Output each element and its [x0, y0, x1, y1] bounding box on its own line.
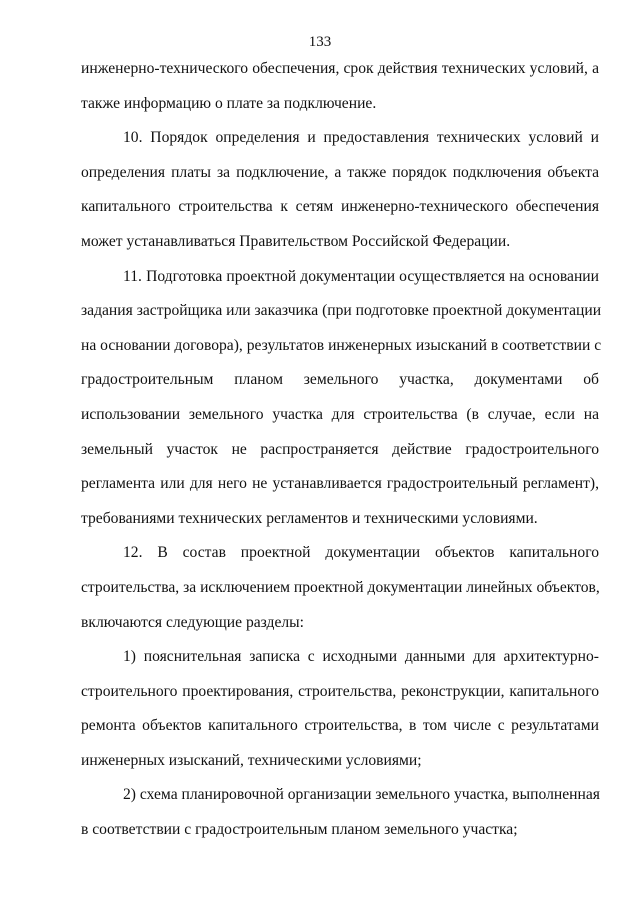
- text-line: 10. Порядок определения и предоставления технических условий и: [123, 129, 599, 147]
- list-item-1: [81, 640, 599, 778]
- text-line: использовании земельного участка для строительства (в случае, если на: [81, 405, 599, 423]
- page-number: 133: [308, 34, 332, 50]
- text-line: капитального строительства к сетям инженерно-технического обеспечения: [81, 198, 599, 216]
- text-line: 1) пояснительная записка с исходными данными для архитектурно-: [123, 648, 599, 666]
- text-line: в соответствии с градостроительным планом земельного участка;: [81, 821, 518, 839]
- text-line: определения платы за подключение, а также порядок подключения объекта: [81, 163, 599, 181]
- text-line: 2) схема планировочной организации земельного участка, выполненная: [123, 786, 600, 804]
- text-line: задания застройщика или заказчика (при подготовке проектной документации: [81, 302, 602, 320]
- text-line: 11. Подготовка проектной документации осуществляется на основании: [123, 267, 599, 285]
- text-line: земельный участок не распространяется действие градостроительного: [81, 440, 599, 458]
- text-line: включаются следующие разделы:: [81, 613, 304, 631]
- paragraph-12: [81, 536, 599, 640]
- text-line: 12. В состав проектной документации объектов капитального: [123, 544, 599, 562]
- text-line: регламента или для него не устанавливается градостроительный регламент),: [81, 475, 599, 493]
- text-line: строительства, за исключением проектной документации линейных объектов,: [81, 578, 600, 596]
- text-line: градостроительным планом земельного участка, документами об: [81, 371, 599, 389]
- text-line: также информацию о плате за подключение.: [81, 94, 377, 112]
- text-line: на основании договора), результатов инженерных изысканий в соответствии с: [81, 336, 602, 354]
- paragraph-11: [81, 260, 602, 537]
- list-item-2: [81, 778, 599, 847]
- text-line: инженерно-технического обеспечения, срок действия технических условий, а: [81, 60, 599, 77]
- text-line: ремонта объектов капитального строительства, в том числе с результатами: [81, 717, 599, 735]
- text-line: инженерных изысканий, техническими условиями;: [81, 751, 422, 769]
- document-body: [81, 52, 602, 848]
- text-line: может устанавливаться Правительством Российской Федерации.: [81, 232, 511, 250]
- text-line: требованиями технических регламентов и техническими условиями.: [81, 509, 538, 527]
- text-line: строительного проектирования, строительства, реконструкции, капитального: [81, 682, 599, 700]
- paragraph-10: [81, 121, 599, 259]
- paragraph-continuation: [81, 52, 599, 121]
